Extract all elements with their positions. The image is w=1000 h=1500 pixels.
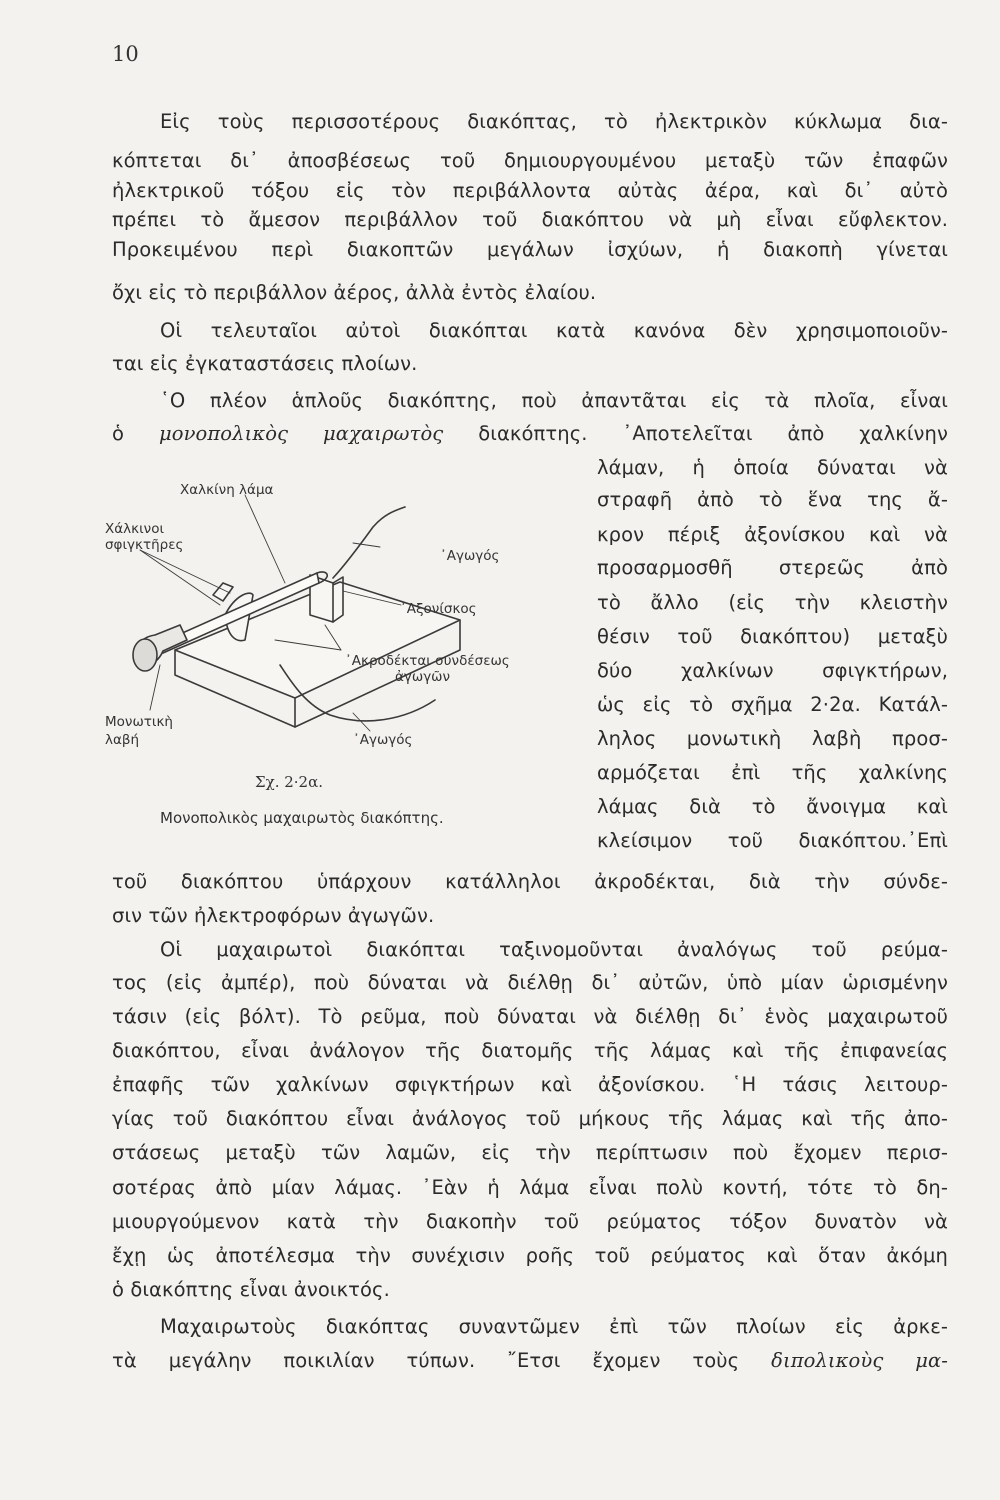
leader-conductor-bottom: [353, 713, 370, 731]
text-run: τὰ μεγάλην ποικιλίαν τύπων. ῎Ετσι ἔχομεν τοὺς: [112, 1349, 772, 1372]
text-line: λάμας διὰ τὸ ἄνοιγμα καὶ: [597, 795, 948, 818]
text-line: ὄχι εἰς τὸ περιβάλλον ἀέρος, ἀλλὰ ἐντὸς ἐλαίου.: [112, 281, 597, 304]
text-line: τάσιν (εἰς βόλτ). Τὸ ρεῦμα, ποὺ δύναται νὰ διέλθῃ δι᾿ ἑνὸς μαχαιρωτοῦ: [112, 1005, 948, 1028]
label-terminals-2: ἀγωγῶν: [395, 669, 451, 685]
text-line: ὁ διακόπτης εἶναι ἀνοικτός.: [112, 1278, 390, 1301]
leader-blade: [245, 495, 285, 583]
text-line: μιουργούμενον κατὰ τὴν διακοπὴν τοῦ ρεύματος τόξον δυνατὸν νὰ: [112, 1210, 948, 1233]
text-line: Οἱ μαχαιρωτοὶ διακόπται ταξινομοῦνται ἀναλόγως τοῦ ρεύμα-: [160, 938, 948, 961]
conductor-top-wire: [333, 507, 405, 578]
text-line: Μαχαιρωτοὺς διακόπτας συναντῶμεν ἐπὶ τῶν πλοίων εἰς ἀρκε-: [160, 1315, 948, 1338]
figure-knife-switch: [105, 465, 575, 845]
page-number: 10: [112, 42, 139, 66]
text-line: Προκειμένου περὶ διακοπτῶν μεγάλων ἰσχύων, ἡ διακοπὴ γίνεται: [112, 238, 948, 261]
text-line: τος (εἰς ἀμπέρ), ποὺ δύναται νὰ διέλθῃ δι᾿ αὐτῶν, ὑπὸ μίαν ὡρισμένην: [112, 971, 948, 994]
text-line: ται εἰς ἐγκαταστάσεις πλοίων.: [112, 352, 418, 375]
text-line: προσαρμοσθῆ στερεῶς ἀπὸ: [597, 556, 948, 579]
clamp-jaw-back: [213, 583, 233, 601]
text-line: κρον πέριξ ἀξονίσκου καὶ νὰ: [597, 523, 948, 546]
label-conductor-top: ᾿Αγωγός: [440, 548, 500, 564]
knife-switch-illustration: [105, 465, 575, 765]
text-line: διακόπτου, εἶναι ἀνάλογον τῆς διατομῆς τῆς λάμας καὶ τῆς ἐπιφανείας: [112, 1039, 948, 1062]
handle-knob: [133, 639, 157, 671]
text-line: δύο χαλκίνων σφιγκτήρων,: [597, 659, 948, 682]
label-copper-blade: Χαλκίνη λάμα: [180, 482, 274, 498]
label-clamps-2: σφιγκτῆρες: [105, 537, 184, 553]
leader-clamps: [140, 550, 220, 605]
text-line: κόπτεται δι᾿ ἀποσβέσεως τοῦ δημιουργουμένου μεταξὺ τῶν ἐπαφῶν: [112, 149, 948, 172]
text-line: αρμόζεται ἐπὶ τῆς χαλκίνης: [597, 761, 948, 784]
text-run: διακόπτης. ᾿Αποτελεῖται ἀπὸ χαλκίνην: [443, 422, 948, 445]
italic-term: μονοπολικὸς μαχαιρωτὸς: [158, 422, 444, 445]
text-line: θέσιν τοῦ διακόπτου) μεταξὺ: [597, 625, 948, 648]
text-line: ῾Ο πλέον ἁπλοῦς διακόπτης, ποὺ ἀπαντᾶται εἰς τὰ πλοῖα, εἶναι: [160, 389, 948, 412]
text-line: ἔχῃ ὡς ἀποτέλεσμα τὴν συνέχισιν ροῆς τοῦ ρεύματος καὶ ὅταν ἀκόμη: [112, 1244, 948, 1267]
text-line: πρέπει τὸ ἄμεσον περιβάλλον τοῦ διακόπτου νὰ μὴ εἶναι εὔφλεκτον.: [112, 208, 948, 231]
text-line: ἠλεκτρικοῦ τόξου εἰς τὸν περιβάλλοντα αὐτὰς ἀέρα, καὶ δι᾿ αὐτὸ: [112, 179, 948, 202]
figure-caption: Μονοπολικὸς μαχαιρωτὸς διακόπτης.: [160, 809, 444, 827]
text-line: Οἱ τελευταῖοι αὐτοὶ διακόπται κατὰ κανόνα δὲν χρησιμοποιοῦν-: [160, 319, 948, 342]
text-line: τὸ ἄλλο (εἰς τὴν κλειστὴν: [597, 591, 948, 614]
label-conductor-bottom: ᾿Αγωγός: [353, 732, 413, 748]
text-line: ληλος μονωτικὴ λαβὴ προσ-: [597, 727, 948, 750]
label-clamps: Χάλκινοι: [105, 521, 165, 537]
text-line: Εἰς τοὺς περισσοτέρους διακόπτας, τὸ ἠλεκτρικὸν κύκλωμα δια-: [160, 110, 948, 133]
text-line: γίας τοῦ διακόπτου εἶναι ἀνάλογος τοῦ μήκους τῆς λάμας καὶ τῆς ἀπο-: [112, 1107, 948, 1130]
text-line: στραφῆ ἀπὸ τὸ ἕνα της ἄ-: [597, 488, 948, 511]
text-line: [112, 1347, 948, 1374]
text-run: ὁ: [112, 422, 159, 445]
label-terminals: ᾿Ακροδέκται συνδέσεως: [345, 653, 510, 669]
text-line: ἐπαφῆς τῶν χαλκίνων σφιγκτήρων καὶ ἀξονίσκου. ῾Η τάσις λειτουρ-: [112, 1073, 948, 1096]
leader-conductor-top: [353, 543, 380, 547]
text-line: κλείσιμον τοῦ διακόπτου.᾿Επὶ: [597, 829, 948, 852]
figure-number: Σχ. 2·2α.: [255, 773, 323, 791]
label-handle: Μονωτικὴ: [105, 714, 173, 730]
text-line: λάμαν, ἡ ὁποία δύναται νὰ: [597, 456, 948, 479]
text-line: ὡς εἰς τὸ σχῆμα 2·2α. Κατάλ-: [597, 693, 948, 716]
text-line: σοτέρας ἀπὸ μίαν λάμας. ᾿Εὰν ἡ λάμα εἶναι πολὺ κοντή, τότε τὸ δη-: [112, 1176, 948, 1199]
label-pivot: ᾿Αξονίσκος: [400, 601, 477, 617]
text-line: [112, 420, 948, 447]
leader-handle: [150, 665, 160, 710]
text-line: τοῦ διακόπτου ὑπάρχουν κατάλληλοι ἀκροδέκται, διὰ τὴν σύνδε-: [112, 870, 948, 893]
text-line: στάσεως μεταξὺ τῶν λαμῶν, εἰς τὴν περίπτωσιν ποὺ ἔχομεν περισ-: [112, 1141, 948, 1164]
text-line: σιν τῶν ἠλεκτροφόρων ἀγωγῶν.: [112, 904, 435, 927]
italic-term: διπολικοὺς μα-: [771, 1349, 948, 1372]
label-handle-2: λαβή: [105, 732, 140, 748]
